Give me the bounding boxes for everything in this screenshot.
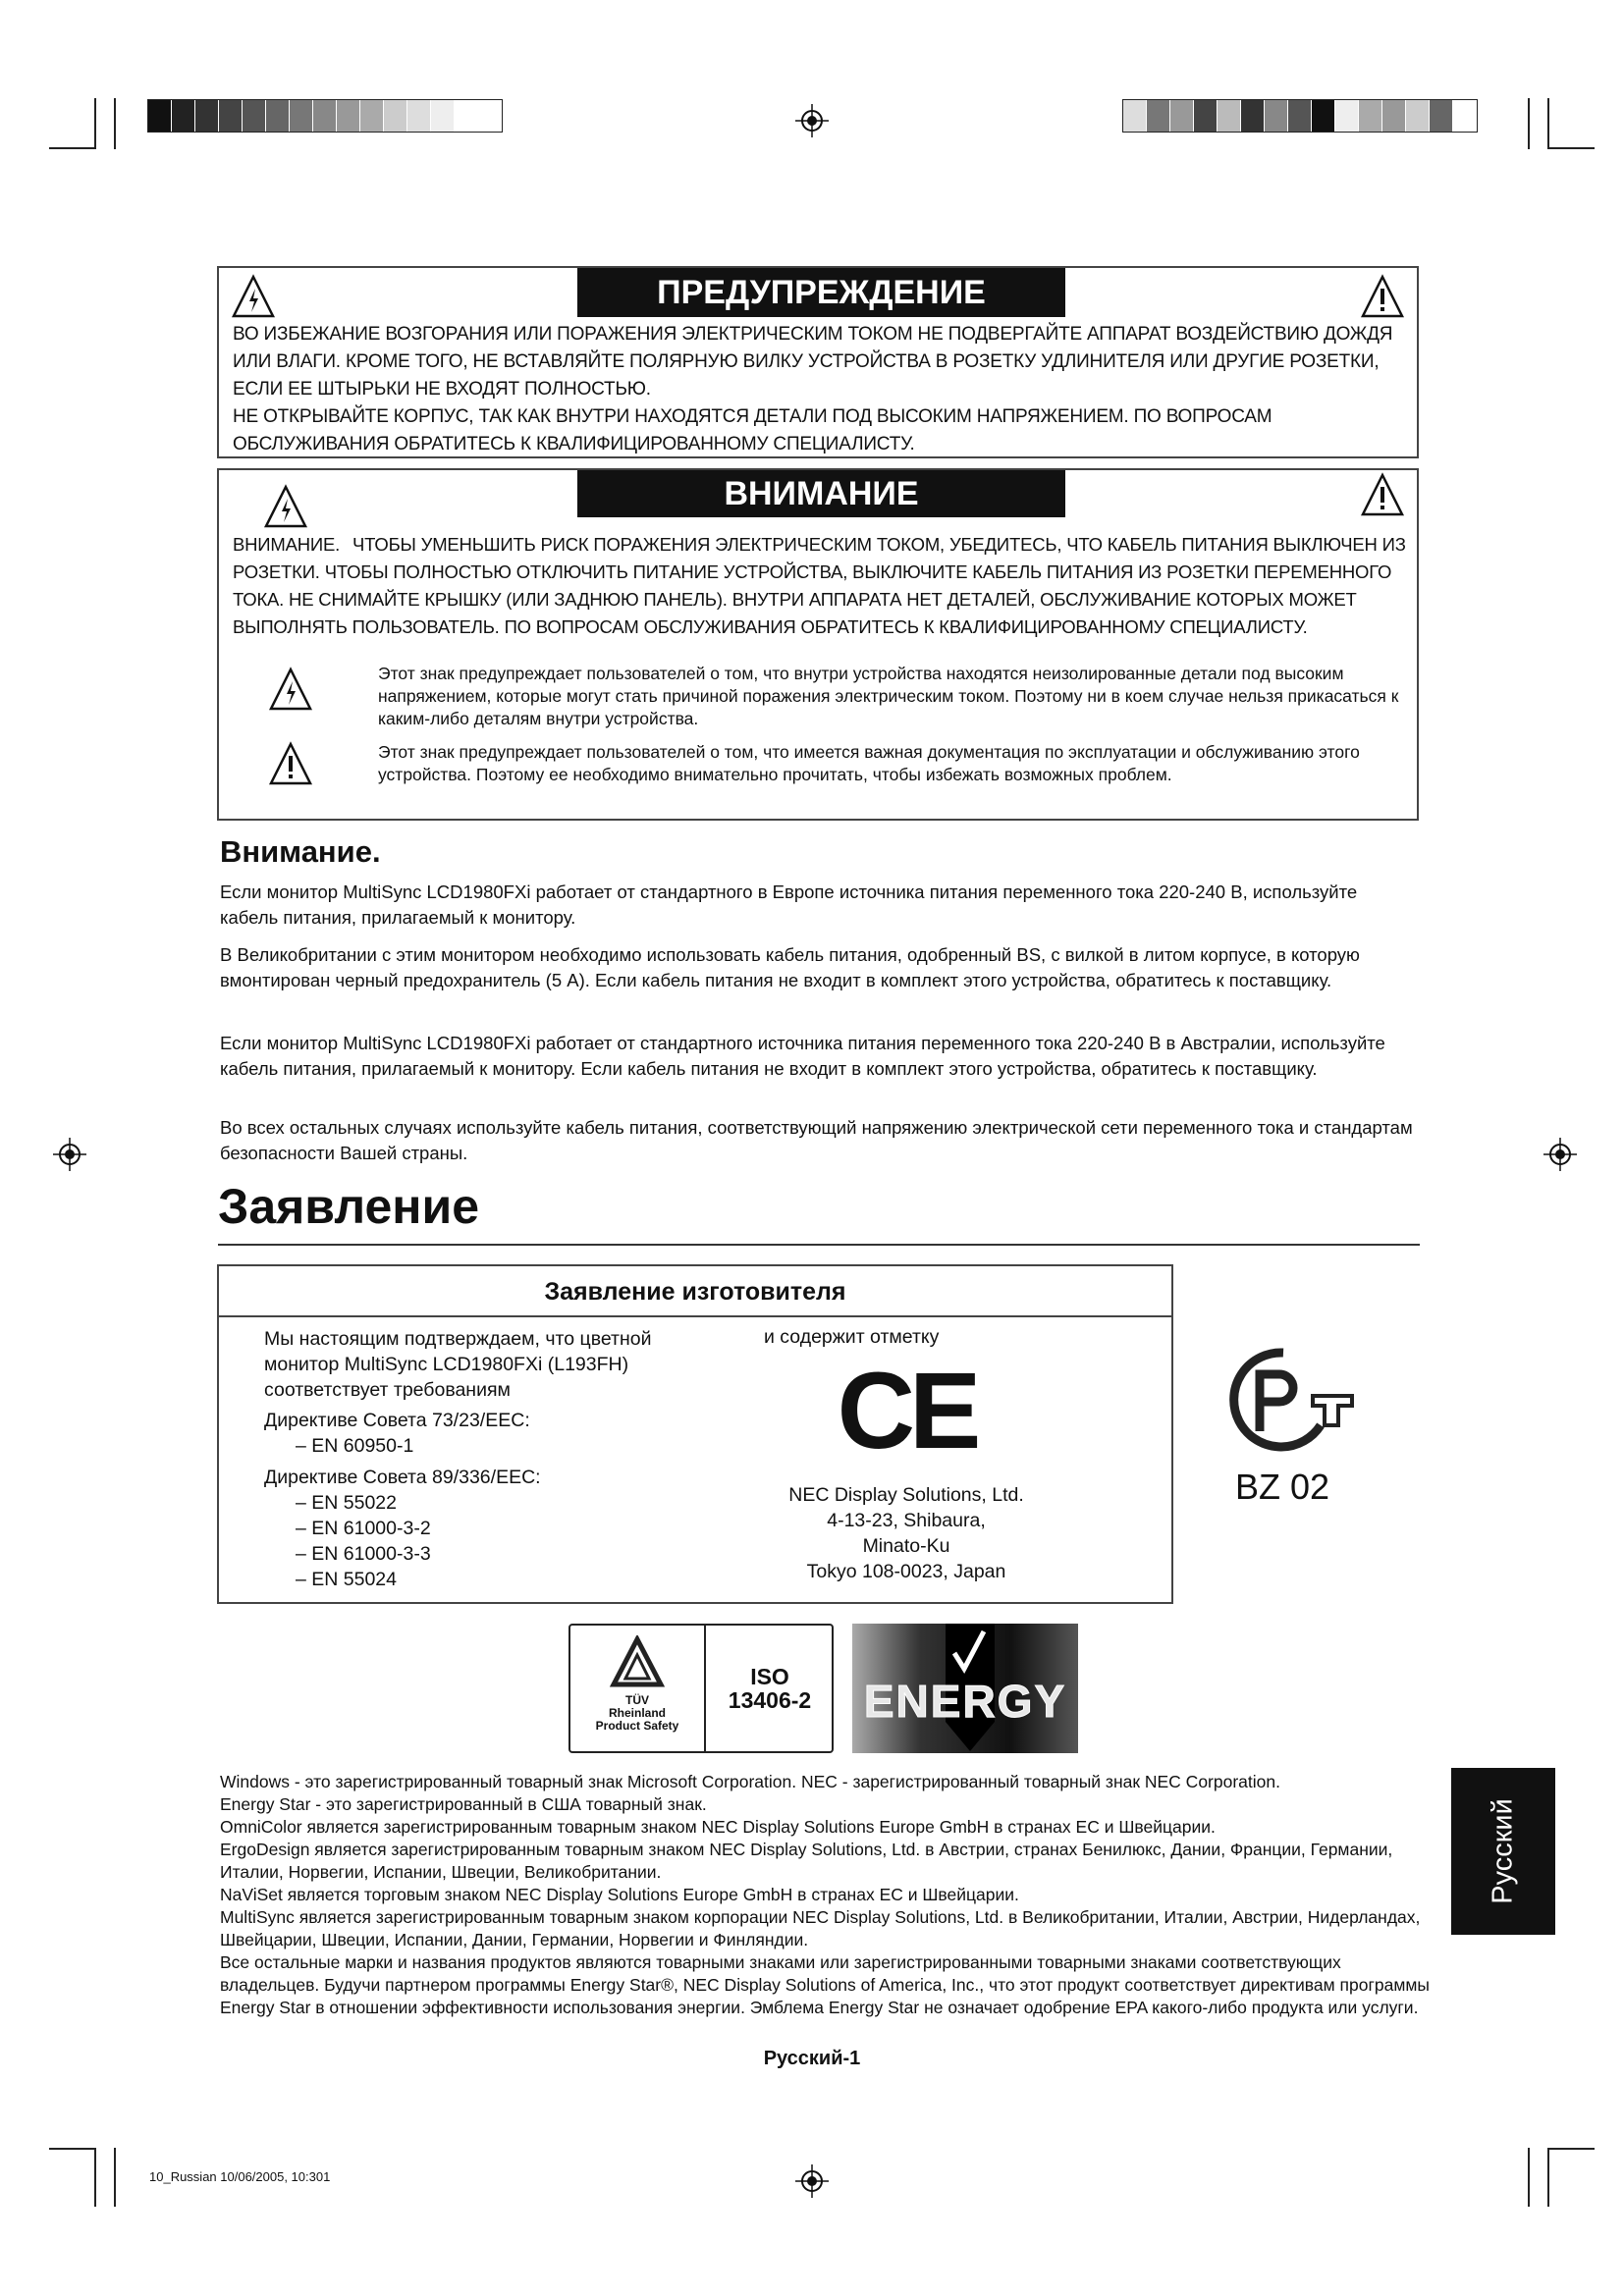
crop-mark (94, 98, 96, 149)
crop-mark (1528, 2148, 1530, 2207)
standard-item: – EN 60950-1 (296, 1435, 414, 1457)
shock-symbol-note: Этот знак предупреждает пользователей о том, что внутри устройства находятся неизолированные детали под высоким напряжением, которые могут стать причиной поражения электрическим током. Поэтому ни в коем случае нельзя прикасаться к каким-либо деталям внутри устройства. (378, 664, 1399, 728)
electric-shock-warning-icon (231, 274, 276, 319)
trademark-line (220, 1793, 1433, 1816)
iso-line: ISO (750, 1664, 789, 1689)
tuv-line: TÜV (625, 1693, 649, 1707)
exclamation-warning-icon (1360, 274, 1405, 319)
trademark-text: Energy Star - это зарегистрированный в США товарный знак. (220, 1794, 707, 1814)
documentation-symbol-note: Этот знак предупреждает пользователей о том, что имеется важная документация по эксплуатации и обслуживанию этого устройства. Поэтому ее необходимо внимательно прочитать, чтобы избежать возможных проблем. (378, 742, 1360, 784)
caution-text (233, 531, 1416, 641)
caution-text-body: ЧТОБЫ УМЕНЬШИТЬ РИСК ПОРАЖЕНИЯ ЭЛЕКТРИЧЕСКИМ ТОКОМ, УБЕДИТЕСЬ, ЧТО КАБЕЛЬ ПИТАНИЯ ВЫКЛЮЧЕН ИЗ РОЗЕТКИ. ЧТОБЫ ПОЛНОСТЬЮ ОТКЛЮЧИТЬ ПИТАНИЕ УСТРОЙСТВА, ВЫКЛЮЧИТЕ КАБЕЛЬ ПИТАНИЯ ИЗ РОЗЕТКИ ПЕРЕМЕННОГО ТОКА. НЕ СНИМАЙТЕ КРЫШКУ (ИЛИ ЗАДНЮЮ ПАНЕЛЬ). ВНУТРИ АППАРАТА НЕТ ДЕТАЛЕЙ, ОБСЛУЖИВАНИЕ КОТОРЫХ МОЖЕТ ВЫПОЛНЯТЬ ПОЛЬЗОВАТЕЛЬ. ПО ВОПРОСАМ ОБСЛУЖИВАНИЯ ОБРАТИТЕСЬ К КВАЛИФИЦИРОВАННОМУ СПЕЦИАЛИСТУ. (233, 534, 1406, 637)
crop-mark (1547, 2148, 1595, 2150)
page-number: Русский-1 (763, 2048, 861, 2069)
crop-mark (1547, 147, 1595, 149)
attention-paragraph: Во всех остальных случаях используйте кабель питания, соответствующий напряжению электрической сети переменного тока и стандартам безопасности Вашей страны. (220, 1117, 1413, 1163)
trademark-line: ErgoDesign является зарегистрированным товарным знаком NEC Display Solutions, Ltd. в Австрии, странах Бенилюкс, Дании, Франции, Германии, Италии, Норвегии, Испании, Швеции, Великобритании. (220, 1840, 1393, 1882)
tuv-iso-logo (568, 1624, 834, 1753)
crop-mark (114, 2148, 116, 2207)
mark-text: и содержит отметку (764, 1326, 940, 1348)
trademark-line: MultiSync является зарегистрированным товарным знаком корпорации NEC Display Solutions, Ltd. в Великобритании, Италии, Австрии, Нидерландах, Швейцарии, Швеции, Испании, Дании, Германии, Норвегии и Финляндии. (220, 1907, 1421, 1949)
tuv-line: Product Safety (595, 1719, 679, 1733)
color-bar-left (147, 99, 503, 133)
standard-item: – EN 55022 (296, 1492, 397, 1514)
standard-item: – EN 55024 (296, 1569, 397, 1590)
crop-mark (1528, 98, 1530, 149)
trademark-line: NaViSet является торговым знаком NEC Display Solutions Europe GmbH в странах ЕС и Швейцарии. (220, 1885, 1019, 1904)
caution-title: ВНИМАНИЕ (577, 470, 1065, 517)
trademark-line: Все остальные марки и названия продуктов являются товарными знаками или зарегистрированными товарными знаками соответствующих владельцев. Будучи партнером программы Energy Star®, NEC Display Solutions of America, Inc., что этот продукт соответствует директивам программы Energy Star в отношении эффективности использования энергии. Эмблема Energy Star не означает одобрение EPA какого-либо продукта или услуги. (220, 1952, 1430, 2017)
attention-paragraph: В Великобритании с этим монитором необходимо использовать кабель питания, одобренный BS, с вилкой в литом корпусе, в которую вмонтирован черный предохранитель (5 А). Если кабель питания не входит в комплект этого устройства, обратитесь к поставщику. (220, 944, 1360, 990)
address-line: 4-13-23, Shibaura, (827, 1510, 986, 1531)
warning-box (217, 266, 1419, 458)
crop-mark (1547, 98, 1549, 149)
crop-mark (49, 2148, 96, 2150)
declaration-box-title: Заявление изготовителя (219, 1266, 1171, 1317)
exclamation-warning-icon (268, 741, 313, 786)
divider (218, 1244, 1420, 1246)
warning-title: ПРЕДУПРЕЖДЕНИЕ (577, 268, 1065, 317)
declaration-intro: Мы настоящим подтверждаем, что цветной монитор MultiSync LCD1980FXi (L193FH) соответствует требованиям (264, 1328, 652, 1401)
tuv-text (570, 1694, 704, 1733)
manufacturer-declaration-box (217, 1264, 1173, 1604)
registration-mark-icon (795, 104, 829, 137)
attention-paragraph: Если монитор MultiSync LCD1980FXi работает от стандартного источника питания переменного тока 220-240 В в Австралии, используйте кабель питания, прилагаемый к монитору. Если кабель питания не входит в комплект этого устройства, обратитесь к поставщику. (220, 1033, 1385, 1079)
registration-mark-icon (795, 2164, 829, 2198)
pct-code: BZ 02 (1235, 1467, 1330, 1507)
energy-star-logo (852, 1624, 1078, 1753)
warning-text-1: ВО ИЗБЕЖАНИЕ ВОЗГОРАНИЯ ИЛИ ПОРАЖЕНИЯ ЭЛЕКТРИЧЕСКИМ ТОКОМ НЕ ПОДВЕРГАЙТЕ АППАРАТ ВОЗДЕЙСТВИЮ ДОЖДЯ ИЛИ ВЛАГИ. КРОМЕ ТОГО, НЕ ВСТАВЛЯЙТЕ ПОЛЯРНУЮ ВИЛКУ УСТРОЙСТВА В РОЗЕТКУ УДЛИНИТЕЛЯ ИЛИ ДРУГИЕ РОЗЕТКИ, ЕСЛИ ЕЕ ШТЫРЬКИ НЕ ВХОДЯТ ПОЛНОСТЬЮ. (233, 324, 1393, 400)
language-side-tab (1451, 1768, 1555, 1935)
iso-text (708, 1665, 832, 1712)
attention-paragraph: Если монитор MultiSync LCD1980FXi работает от стандартного в Европе источника питания переменного тока 220-240 В, используйте кабель питания, прилагаемый к монитору. (220, 881, 1358, 928)
tuv-line: Rheinland (608, 1706, 666, 1720)
address-line: NEC Display Solutions, Ltd. (788, 1484, 1024, 1506)
warning-text-2: НЕ ОТКРЫВАЙТЕ КОРПУС, ТАК КАК ВНУТРИ НАХОДЯТСЯ ДЕТАЛИ ПОД ВЫСОКИМ НАПРЯЖЕНИЕМ. ПО ВОПРОСАМ ОБСЛУЖИВАНИЯ ОБРАТИТЕСЬ К КВАЛИФИЦИРОВАННОМУ СПЕЦИАЛИСТУ. (233, 406, 1272, 454)
registration-mark-icon (1543, 1138, 1577, 1171)
energy-text: ENERGY (863, 1676, 1067, 1727)
directive-2: Директиве Совета 89/336/EEC: (264, 1467, 541, 1488)
address-line: Minato-Ku (862, 1535, 950, 1557)
standard-item: – EN 61000-3-3 (296, 1543, 431, 1565)
color-bar-right (1122, 99, 1478, 133)
trademarks (220, 1771, 1433, 2019)
registration-mark-icon (53, 1138, 86, 1171)
divider (704, 1626, 706, 1751)
crop-mark (94, 2148, 96, 2207)
electric-shock-warning-icon (263, 484, 308, 529)
pct-certification-logo-icon (1222, 1345, 1360, 1453)
footer-slug: 10_Russian 10/06/2005, 10:301 (149, 2169, 331, 2184)
tuv-triangle-icon (610, 1635, 665, 1690)
electric-shock-warning-icon (268, 667, 313, 712)
iso-line: 13406-2 (728, 1687, 812, 1713)
trademark-line: OmniColor является зарегистрированным товарным знаком NEC Display Solutions Europe GmbH в странах ЕС и Швейцарии. (220, 1817, 1216, 1837)
crop-mark (49, 147, 96, 149)
crop-mark (114, 98, 116, 149)
directive-1: Директиве Совета 73/23/EEC: (264, 1410, 530, 1431)
caution-lead: ВНИМАНИЕ. (233, 534, 341, 555)
trademark-line: Windows - это зарегистрированный товарный знак Microsoft Corporation. NEC - зарегистрированный товарный знак NEC Corporation. (220, 1772, 1280, 1791)
exclamation-warning-icon (1360, 472, 1405, 517)
attention-heading: Внимание. (220, 834, 381, 869)
declaration-heading: Заявление (218, 1179, 480, 1234)
ce-mark-logo: CE (837, 1351, 976, 1471)
address-line: Tokyo 108-0023, Japan (806, 1561, 1006, 1582)
crop-mark (1547, 2148, 1549, 2207)
standard-item: – EN 61000-3-2 (296, 1518, 431, 1539)
side-tab-label: Русский (1487, 1798, 1519, 1904)
caution-box (217, 468, 1419, 821)
manufacturer-address (764, 1482, 1049, 1584)
